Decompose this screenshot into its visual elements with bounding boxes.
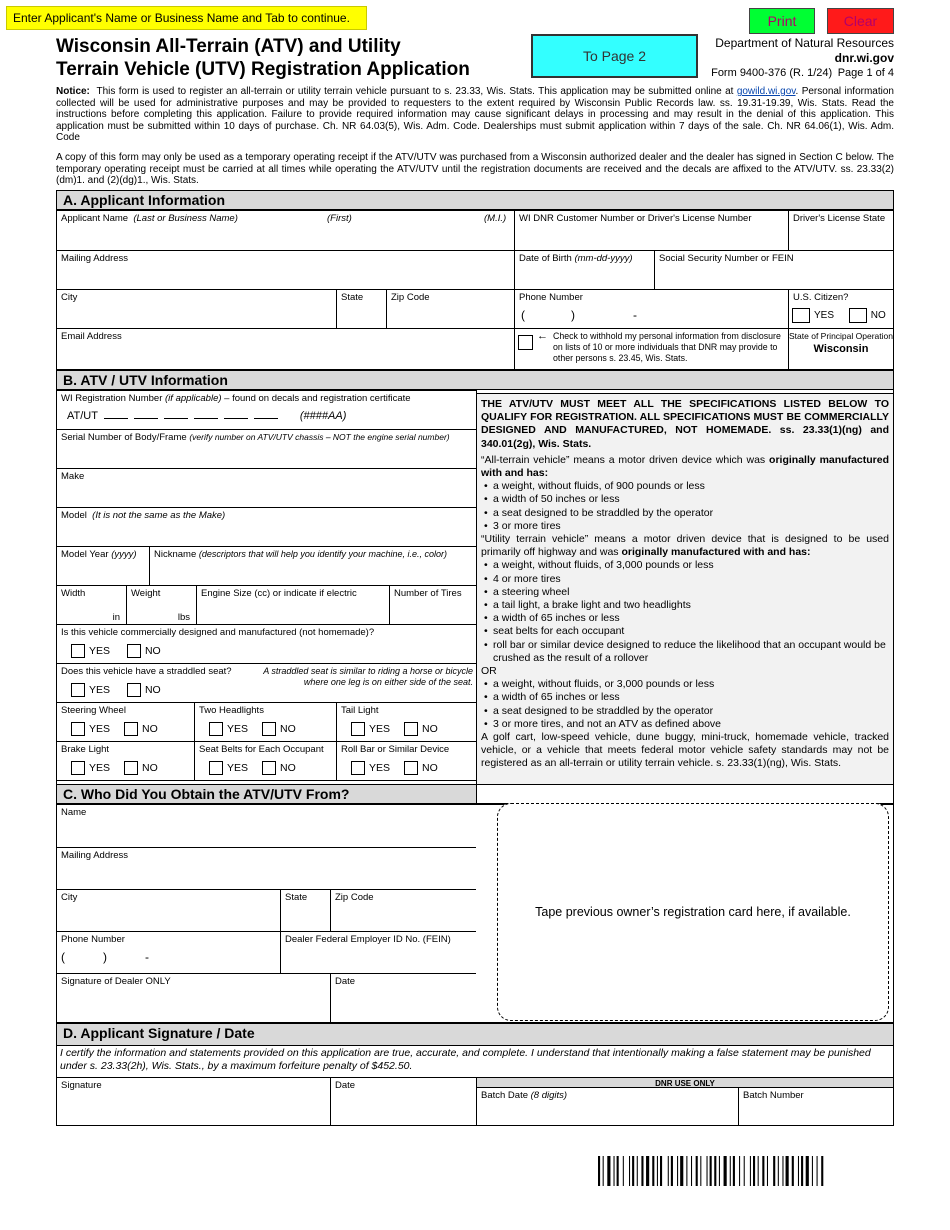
c-phone-paren-close: ): [103, 950, 107, 964]
reg-format-hint: (####AA): [299, 410, 347, 422]
batch-date-field: [476, 1087, 739, 1126]
applicant-name-field[interactable]: [56, 210, 515, 251]
headlights-question: [194, 702, 337, 742]
rollbar-no-label: NO: [422, 762, 438, 774]
phone-label: Phone Number: [519, 292, 583, 303]
state-field[interactable]: State: [336, 289, 387, 329]
straddle-yes-label: YES: [89, 684, 111, 696]
reg-prefix: AT/UT: [67, 410, 98, 422]
dealer-fein-field[interactable]: Dealer Federal Employer ID No. (FEIN): [280, 931, 477, 974]
straddle-question: [56, 663, 477, 703]
taillight-no-label: NO: [422, 723, 438, 735]
zip-field[interactable]: Zip Code: [386, 289, 515, 329]
list-item: • a width of 65 inches or less: [481, 612, 889, 625]
batch-date-format: (8 digits): [530, 1090, 568, 1101]
roll-bar-question: [336, 741, 477, 781]
specs-footer: A golf cart, low-speed vehicle, dune buggy, mini-truck, homemade vehicle, tracked vehicle, or a vehicle that meets federal motor vehicle safety standards may not be registered as an all-terrain or utility terrain vehicle. s. 23.33(1)(ng), Wis. Stats.: [481, 731, 889, 770]
make-field[interactable]: Make: [56, 468, 477, 508]
straddle-label: Does this vehicle have a straddled seat?: [61, 666, 232, 677]
withhold-text: Check to withhold my personal information from disclosure on lists of 10 or more individuals that DNR may provide to other persons s. 23.45, Wis. Stats.: [553, 331, 781, 363]
ssn-fein-field[interactable]: Social Security Number or FEIN: [654, 250, 894, 290]
state-principal-label: State of Principal Operation: [789, 331, 893, 341]
reg-digit-1[interactable]: [104, 418, 128, 419]
model-field[interactable]: [56, 507, 477, 547]
list-item: • a tail light, a brake light and two headlights: [481, 599, 889, 612]
taillight-no-checkbox[interactable]: [404, 722, 418, 736]
headlights-yes-checkbox[interactable]: [209, 722, 223, 736]
form-number: Form 9400-376 (R. 1/24): [711, 67, 833, 79]
email-field[interactable]: Email Address: [56, 328, 515, 370]
batch-date-label: Batch Date: [481, 1090, 528, 1101]
c-phone-label: Phone Number: [61, 934, 125, 945]
weight-label: Weight: [131, 588, 161, 599]
list-item: • a weight, without fluids, or 3,000 pounds or less: [481, 678, 889, 691]
phone-field[interactable]: [514, 289, 789, 329]
specifications-panel: [476, 393, 894, 803]
batch-number-field: Batch Number: [738, 1087, 894, 1126]
previous-owner-mailing-field[interactable]: Mailing Address: [56, 847, 477, 890]
applicant-signature-field[interactable]: Signature: [56, 1077, 331, 1126]
form-title: [56, 35, 526, 81]
seatbelts-no-label: NO: [280, 762, 296, 774]
citizen-yes-checkbox[interactable]: [792, 308, 810, 323]
nickname-field[interactable]: [149, 546, 477, 586]
list-item: • a seat designed to be straddled by the operator: [481, 705, 889, 718]
section-b-header: B. ATV / UTV Information: [56, 370, 894, 390]
commercial-no-checkbox[interactable]: [127, 644, 141, 658]
previous-owner-name-field[interactable]: Name: [56, 804, 477, 848]
width-label: Width: [61, 588, 86, 599]
seatbelts-no-checkbox[interactable]: [262, 761, 276, 775]
headlights-no-checkbox[interactable]: [262, 722, 276, 736]
seatbelts-yes-label: YES: [227, 762, 249, 774]
dob-format: (mm-dd-yyyy): [574, 253, 633, 264]
certification-statement: I certify the information and statements provided on this application are true, accurate, and complete. I understand that intentionally making a false statement may be punished under s. 23.33(2h), Wis. Stats., by a maximum forfeiture penalty of $452.50.: [60, 1047, 871, 1072]
nickname-note: (descriptors that will help you identify your machine, i.e., color): [198, 549, 447, 559]
c-phone-dash: -: [145, 950, 149, 964]
applicant-name-label: Applicant Name: [61, 213, 129, 224]
atv-spec-list: [481, 480, 889, 533]
nickname-label: Nickname: [154, 549, 197, 560]
withhold-checkbox[interactable]: [518, 335, 533, 350]
list-item: • 3 or more tires: [481, 520, 889, 533]
reg-digit-3[interactable]: [164, 418, 188, 419]
brake-no-checkbox[interactable]: [124, 761, 138, 775]
mailing-address-field[interactable]: Mailing Address: [56, 250, 515, 290]
year-format: (yyyy): [111, 549, 137, 560]
website: dnr.wi.gov: [834, 51, 894, 65]
commercial-yes-label: YES: [89, 645, 111, 657]
instruction-hint: Enter Applicant's Name or Business Name and Tab to continue.: [6, 6, 367, 30]
phone-paren-open: (: [521, 308, 525, 322]
steering-yes-label: YES: [89, 723, 111, 735]
or-divider: OR: [481, 665, 497, 678]
seat-belts-question: [194, 741, 337, 781]
utv-definition: “Utility terrain vehicle” means a motor driven device that is designed to be used primarily off highway and was originally manufactured with and has:: [481, 533, 889, 559]
list-item: • 4 or more tires: [481, 573, 889, 586]
headlights-label: Two Headlights: [199, 705, 264, 716]
temporary-receipt-paragraph: A copy of this form may only be used as a temporary operating receipt if the ATV/UTV was purchased from a Wisconsin authorized dealer and the dealer has signed in Section C below. The temporary operating receipt must be carried at all times while operating the ATV/UTV until the registration documents are received and the decals are affixed to the ATV/UTV. ss. 23.33(2)(dm)1. and (2)(dg)1., Wis. Stats.: [56, 152, 894, 187]
brake-no-label: NO: [142, 762, 158, 774]
first-hint: (First): [327, 213, 352, 224]
rollbar-label: Roll Bar or Similar Device: [341, 744, 450, 755]
brake-yes-checkbox[interactable]: [71, 761, 85, 775]
title-line-1: Wisconsin All-Terrain (ATV) and Utility: [56, 36, 401, 57]
barcode-image: [598, 1156, 888, 1186]
previous-owner-state-field[interactable]: State: [280, 889, 331, 932]
department-name: Department of Natural Resources: [715, 36, 894, 50]
dl-state-field[interactable]: Driver's License State: [788, 210, 894, 251]
taillight-label: Tail Light: [341, 705, 379, 716]
rollbar-yes-checkbox[interactable]: [351, 761, 365, 775]
section-d-header: D. Applicant Signature / Date: [56, 1023, 894, 1046]
list-item: • a weight, without fluids, of 3,000 pounds or less: [481, 559, 889, 572]
section-a-header: A. Applicant Information: [56, 190, 894, 210]
straddle-note: A straddled seat is similar to riding a horse or bicycle where one leg is on either side of the seat.: [263, 666, 473, 687]
seatbelts-yes-checkbox[interactable]: [209, 761, 223, 775]
steering-no-checkbox[interactable]: [124, 722, 138, 736]
reg-no-label: WI Registration Number: [61, 393, 163, 404]
tail-light-question: [336, 702, 477, 742]
left-arrow-icon: ←: [537, 330, 548, 342]
or-spec-list: [481, 678, 889, 731]
withhold-info-field: [514, 328, 789, 370]
citizen-yes-label: YES: [814, 310, 835, 321]
gowild-link[interactable]: gowild.wi.gov: [736, 86, 796, 97]
list-item: • a weight, without fluids, of 900 pounds or less: [481, 480, 889, 493]
date-of-birth-field[interactable]: [514, 250, 655, 290]
customer-number-field[interactable]: WI DNR Customer Number or Driver's License Number: [514, 210, 789, 251]
title-line-2: Terrain Vehicle (UTV) Registration Application: [56, 59, 470, 80]
width-unit: in: [112, 612, 120, 623]
state-principal-value: Wisconsin: [813, 343, 869, 355]
list-item: • a width of 65 inches or less: [481, 691, 889, 704]
model-year-field[interactable]: [56, 546, 150, 586]
c-phone-paren-open: (: [61, 950, 65, 964]
notice-paragraph: [56, 86, 894, 144]
serial-note: (verify number on ATV/UTV chassis – NOT the engine serial number): [189, 432, 450, 442]
headlights-yes-label: YES: [227, 723, 249, 735]
steering-label: Steering Wheel: [61, 705, 126, 716]
straddle-no-label: NO: [144, 684, 161, 696]
taillight-yes-label: YES: [369, 723, 391, 735]
serial-number-field[interactable]: [56, 429, 477, 469]
dob-label: Date of Birth: [519, 253, 572, 264]
list-item: • a width of 50 inches or less: [481, 493, 889, 506]
city-field[interactable]: City: [56, 289, 337, 329]
citizen-no-label: NO: [870, 310, 886, 321]
section-c-header: C. Who Did You Obtain the ATV/UTV From?: [56, 784, 477, 804]
mi-hint: (M.I.): [484, 213, 507, 224]
department-block: [711, 36, 894, 81]
reg-if-hint: (if applicable): [165, 393, 222, 404]
dealer-signature-field[interactable]: Signature of Dealer ONLY: [56, 973, 331, 1023]
state-principal-field: [788, 328, 894, 370]
tires-field[interactable]: Number of Tires: [389, 585, 477, 625]
taillight-yes-checkbox[interactable]: [351, 722, 365, 736]
reg-found-hint: – found on decals and registration certificate: [224, 393, 411, 404]
clear-button[interactable]: Clear: [827, 8, 894, 34]
previous-owner-city-field[interactable]: City: [56, 889, 281, 932]
last-business-hint: (Last or Business Name): [133, 213, 238, 224]
brake-label: Brake Light: [61, 744, 110, 755]
us-citizen-field: [788, 289, 894, 329]
reg-digit-4[interactable]: [194, 418, 218, 419]
list-item: • seat belts for each occupant: [481, 625, 889, 638]
list-item: • a seat designed to be straddled by the operator: [481, 507, 889, 520]
commercial-no-label: NO: [144, 645, 161, 657]
previous-owner-phone-field[interactable]: [56, 931, 281, 974]
reg-letter-1[interactable]: [224, 418, 248, 419]
section-c-header-right: [476, 784, 894, 804]
applicant-date-field[interactable]: Date: [330, 1077, 477, 1126]
straddle-yes-checkbox[interactable]: [71, 683, 85, 697]
seatbelts-label: Seat Belts for Each Occupant: [199, 744, 324, 755]
us-citizen-label: U.S. Citizen?: [793, 292, 849, 303]
reg-digit-2[interactable]: [134, 418, 158, 419]
headlights-no-label: NO: [280, 723, 296, 735]
page-indicator: Page 1 of 4: [837, 67, 894, 79]
list-item: • a steering wheel: [481, 586, 889, 599]
commercial-yes-checkbox[interactable]: [71, 644, 85, 658]
rollbar-yes-label: YES: [369, 762, 391, 774]
straddle-no-checkbox[interactable]: [127, 683, 141, 697]
weight-field[interactable]: [126, 585, 197, 625]
registration-card-tape-area: Tape previous owner’s registration card here, if available.: [497, 803, 889, 1021]
rollbar-no-checkbox[interactable]: [404, 761, 418, 775]
print-button[interactable]: Print: [749, 8, 815, 34]
model-note: (It is not the same as the Make): [92, 510, 226, 521]
steering-no-label: NO: [142, 723, 158, 735]
year-label: Model Year: [61, 549, 109, 560]
steering-yes-checkbox[interactable]: [71, 722, 85, 736]
dealer-date-field[interactable]: Date: [330, 973, 477, 1023]
engine-size-field[interactable]: Engine Size (cc) or indicate if electric: [196, 585, 390, 625]
list-item: • 3 or more tires, and not an ATV as defined above: [481, 718, 889, 731]
steering-wheel-question: [56, 702, 195, 742]
reg-letter-2[interactable]: [254, 418, 278, 419]
brake-light-question: [56, 741, 195, 781]
phone-dash: -: [633, 308, 637, 322]
utv-spec-list: [481, 559, 889, 665]
specs-heading: THE ATV/UTV MUST MEET ALL THE SPECIFICATIONS LISTED BELOW TO QUALIFY FOR REGISTRATION. ALL SPECIFICATIONS MUST BE COMMERCIALLY DESIGNED AND MANUFACTURED, NOT HOMEMADE. ss. 23.33(1)(ng) and 340.01(2g), Wis. Stats.: [481, 398, 889, 450]
notice-text-2: . Personal information collected will be used for administrative purposes and may be provided to requesters to the extent required by Wisconsin Public Records law. ss. 19.31-19.39, Wis. Stats. Read the instructions before completing this application. Failure to provide required information may cause significant delays in processing and may result in the denial of this application. This application must be submitted within 10 days of purchase. Ch. NR 64.03(5), Wis. Adm. Code. Dealerships must submit application within 7 days of the sale. Ch. NR 64.06(1), Wis. Adm. Code: [56, 86, 894, 144]
to-page-2-button[interactable]: To Page 2: [531, 34, 698, 78]
commercial-question: [56, 624, 477, 664]
commercial-label: Is this vehicle commercially designed and manufactured (not homemade)?: [61, 627, 375, 638]
weight-unit: lbs: [177, 612, 190, 623]
phone-paren-close: ): [571, 308, 575, 322]
list-item: • roll bar or similar device designed to reduce the likelihood that an occupant would be crushed as the result of a rollover: [481, 639, 889, 665]
notice-label: Notice:: [56, 86, 90, 97]
width-field[interactable]: [56, 585, 127, 625]
serial-label: Serial Number of Body/Frame: [61, 432, 187, 443]
notice-text-1: This form is used to register an all-terrain or utility terrain vehicle pursuant to s. 23.33, Wis. Stats. This application may be submitted online at: [96, 86, 734, 97]
citizen-no-checkbox[interactable]: [849, 308, 867, 323]
registration-number-field[interactable]: [56, 390, 477, 430]
dnr-use-only-label: DNR USE ONLY: [476, 1077, 894, 1088]
model-label: Model: [61, 510, 87, 521]
atv-definition: “All-terrain vehicle” means a motor driven device which was originally manufactured with and has:: [481, 453, 889, 480]
previous-owner-zip-field[interactable]: Zip Code: [330, 889, 477, 932]
brake-yes-label: YES: [89, 762, 111, 774]
